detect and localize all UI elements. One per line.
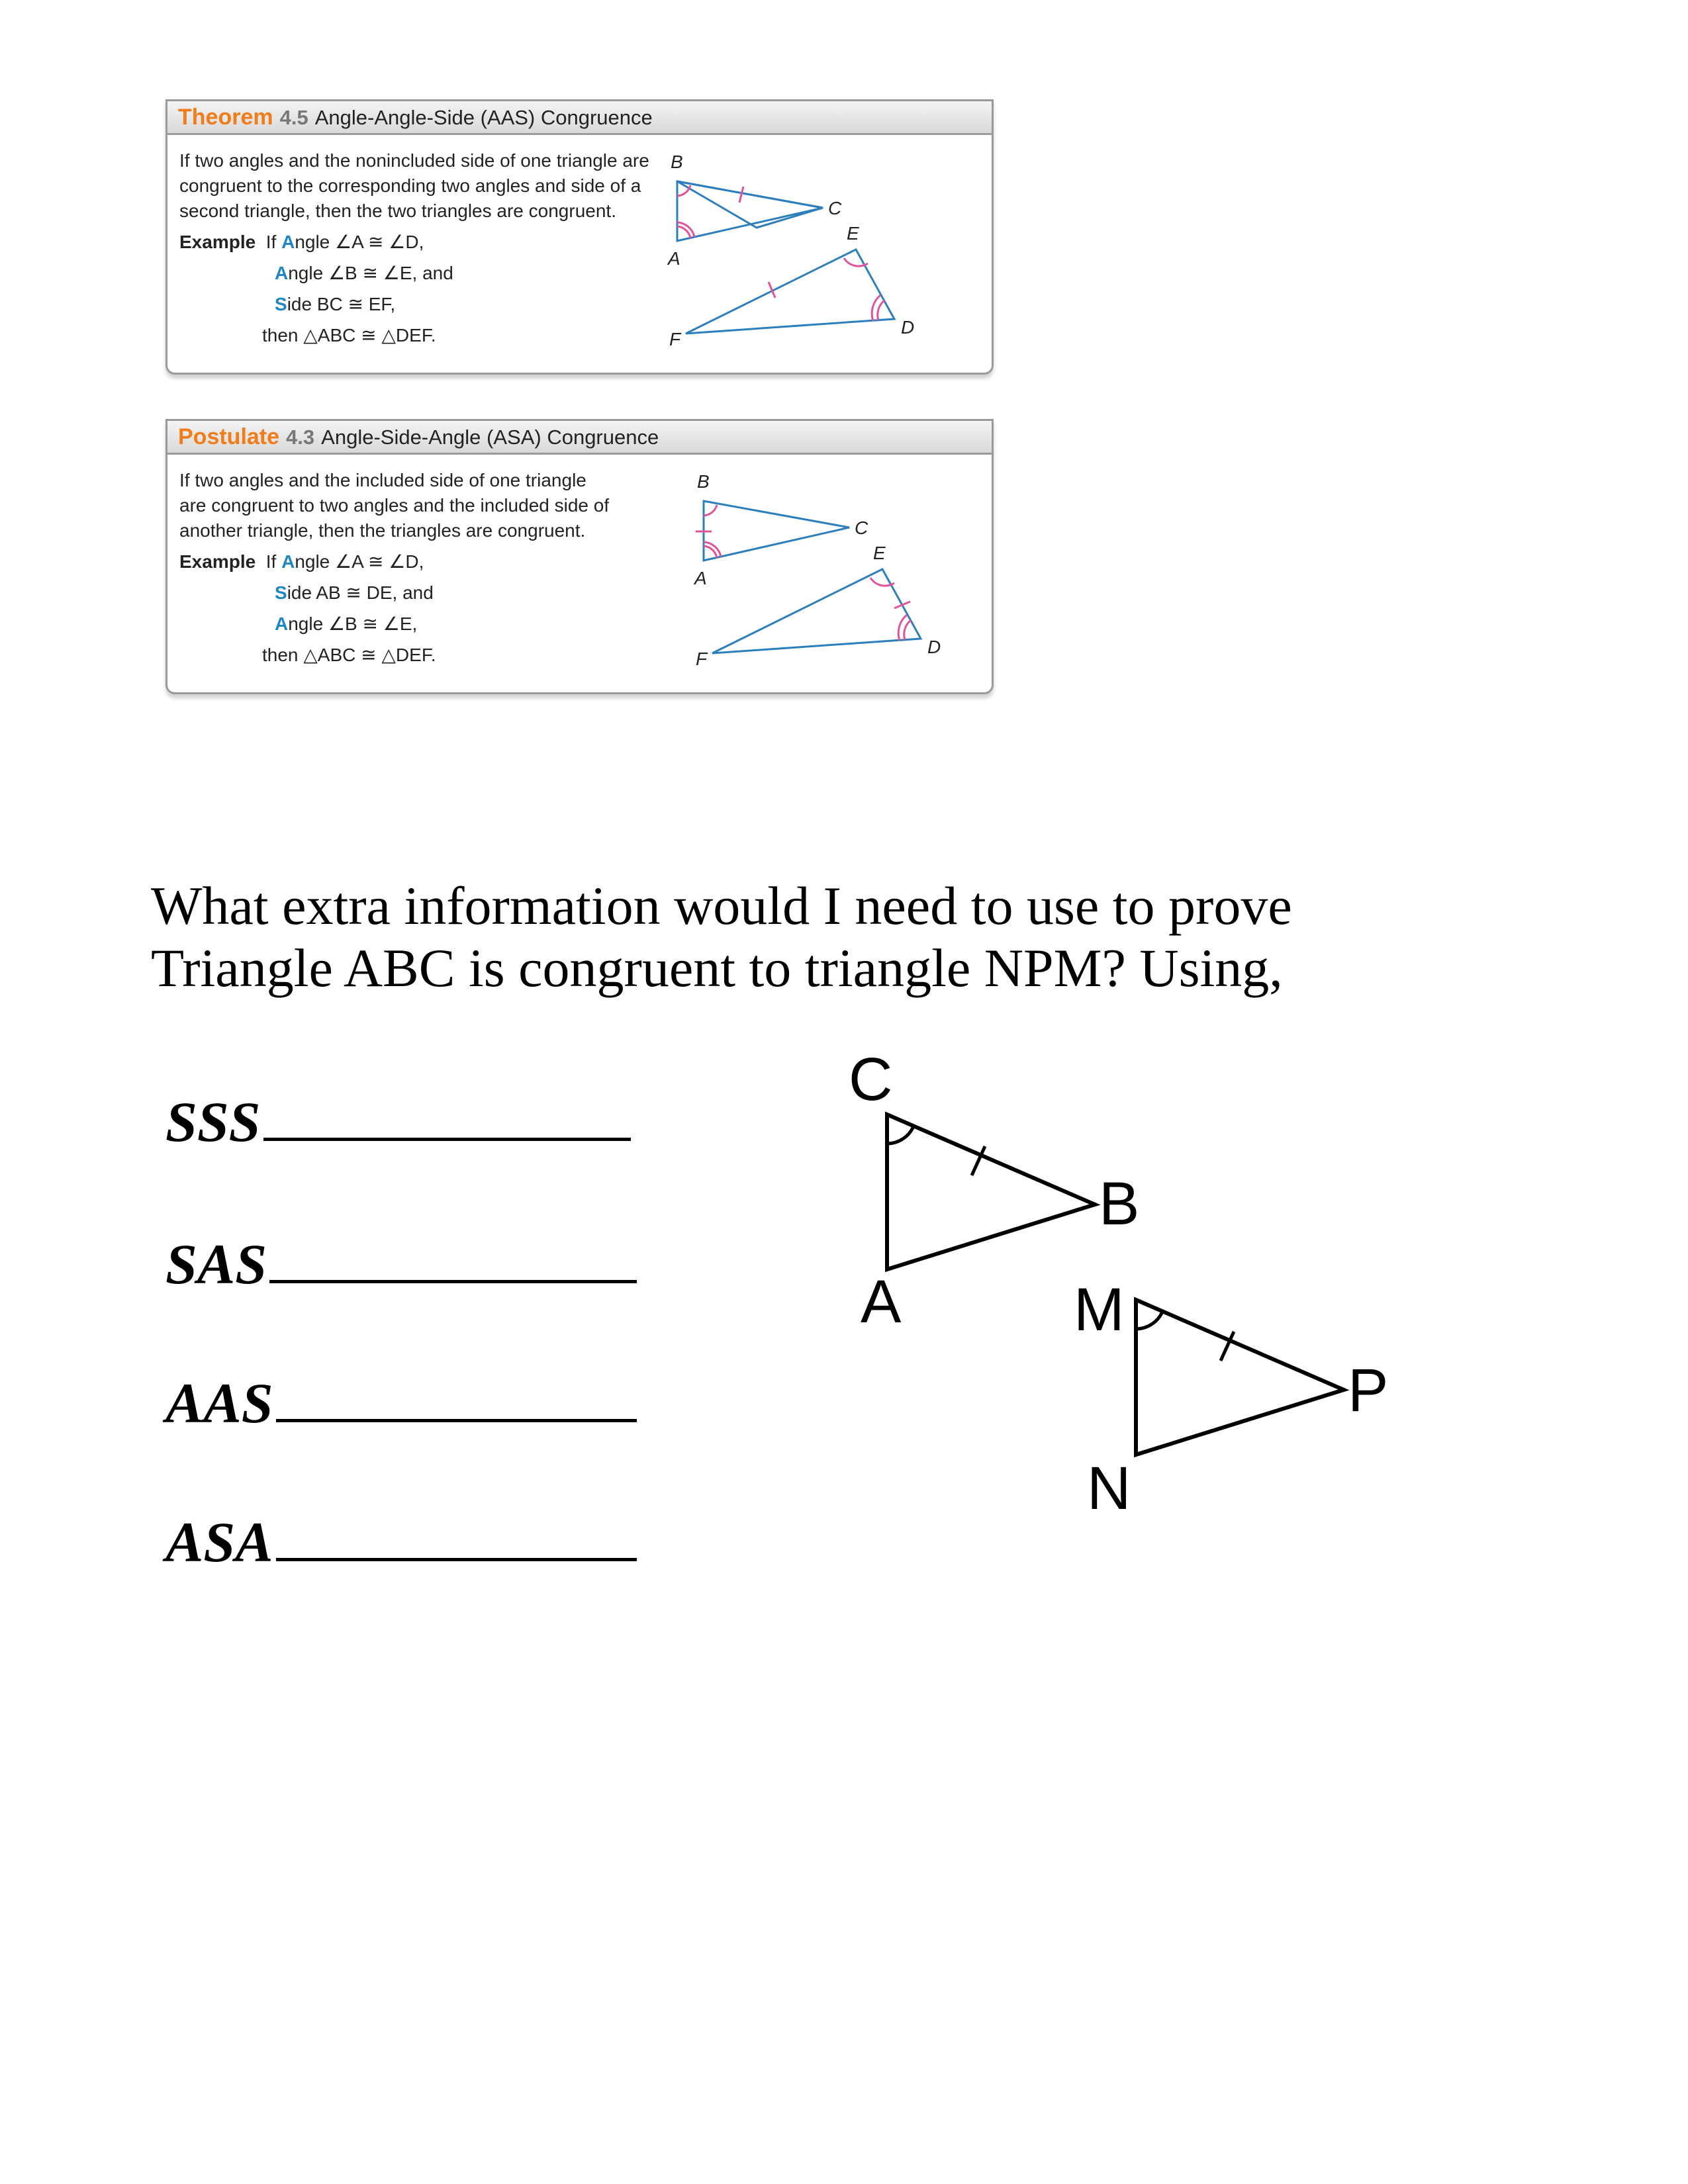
answer-blank-aas[interactable] (165, 1370, 637, 1436)
label-a: A (668, 248, 680, 269)
blank-line[interactable] (269, 1280, 637, 1283)
label-m: M (1074, 1276, 1125, 1343)
answer-blank-sas[interactable] (165, 1231, 637, 1297)
question-line-1: What extra information would I need to use to prove (151, 876, 1292, 936)
theorem-figure (657, 142, 962, 367)
triangle-def (712, 569, 921, 653)
postulate-example-line-1 (179, 546, 436, 577)
theorem-number: 4.5 (279, 106, 308, 129)
postulate-figure (684, 461, 988, 686)
example-prefix: If (265, 232, 282, 252)
question-line-2: Triangle ABC is congruent to triangle NPM? Using, (151, 938, 1283, 998)
label-d: D (901, 317, 915, 338)
example-letter: A (275, 263, 289, 283)
label-p: P (1348, 1357, 1389, 1424)
question (151, 875, 1292, 999)
theorem-statement-line: second triangle, then the two triangles are congruent. (179, 201, 616, 221)
label-c: C (828, 198, 842, 218)
label-a: A (861, 1268, 902, 1336)
postulate-statement-line: If two angles and the included side of one triangle (179, 470, 586, 490)
answer-blank-sss[interactable] (165, 1089, 631, 1155)
postulate-statement-line: another triangle, then the triangles are congruent. (179, 520, 586, 541)
postulate-box (165, 419, 994, 694)
postulate-example-then: then △ABC ≅ △DEF. (262, 645, 436, 665)
triangle-abc (677, 181, 823, 241)
angle-arc (704, 505, 717, 516)
postulate-number: 4.3 (286, 426, 315, 449)
postulate-statement (179, 468, 609, 543)
angle-arc (870, 578, 894, 586)
label-b: B (671, 152, 683, 172)
theorem-example-line-2 (179, 257, 453, 289)
blank-label: SAS (165, 1232, 267, 1296)
angle-arc (887, 1126, 914, 1144)
blank-line[interactable] (263, 1138, 631, 1141)
postulate-example-line-2 (179, 577, 436, 608)
theorem-statement (179, 148, 649, 224)
theorem-name: Angle-Angle-Side (AAS) Congruence (314, 106, 653, 129)
example-letter: S (275, 294, 287, 314)
label-b: B (697, 471, 710, 492)
theorem-box (165, 99, 994, 375)
blank-label: ASA (165, 1510, 273, 1574)
example-letter: A (275, 614, 289, 634)
label-n: N (1087, 1455, 1131, 1522)
example-rest: ngle ∠A ≅ ∠D, (295, 232, 424, 252)
triangle-def (686, 250, 894, 334)
tick-mark (739, 187, 743, 203)
example-label: Example (179, 551, 256, 572)
label-a: A (694, 568, 707, 588)
theorem-example (179, 226, 453, 351)
theorem-example-then: then △ABC ≅ △DEF. (262, 325, 436, 345)
postulate-statement-line: are congruent to two angles and the included side of (179, 495, 610, 516)
angle-arc (878, 300, 884, 320)
theorem-title-bar (167, 101, 992, 135)
label-c: C (849, 1046, 893, 1113)
angle-arc (1136, 1312, 1162, 1329)
theorem-example-line-3 (179, 289, 453, 320)
theorem-kind: Theorem (178, 105, 273, 130)
tick-mark (894, 602, 910, 608)
example-rest: ngle ∠A ≅ ∠D, (295, 551, 424, 572)
label-e: E (847, 223, 859, 244)
postulate-example-line-3 (179, 608, 436, 639)
example-label: Example (179, 232, 256, 252)
blank-label: SSS (165, 1090, 261, 1154)
label-e: E (873, 543, 886, 563)
answer-blank-asa[interactable] (165, 1509, 637, 1575)
postulate-example (179, 546, 436, 670)
example-rest: ide AB ≅ DE, and (287, 582, 434, 603)
blank-label: AAS (165, 1371, 273, 1435)
label-d: D (927, 637, 941, 657)
theorem-example-line-1 (179, 226, 453, 257)
label-b: B (1099, 1170, 1140, 1238)
example-rest: ngle ∠B ≅ ∠E, (288, 614, 418, 634)
label-f: F (669, 329, 681, 349)
postulate-title-bar (167, 421, 992, 455)
example-letter: A (281, 551, 295, 572)
triangle-abc (704, 501, 849, 561)
blank-line[interactable] (276, 1558, 637, 1561)
blank-line[interactable] (276, 1419, 637, 1422)
example-letter: S (275, 582, 287, 603)
example-rest: ngle ∠B ≅ ∠E, and (288, 263, 453, 283)
theorem-statement-line: congruent to the corresponding two angles and side of a (179, 175, 641, 196)
label-c: C (855, 518, 868, 538)
example-prefix: If (265, 551, 282, 572)
angle-arc (844, 258, 868, 266)
example-rest: ide BC ≅ EF, (287, 294, 396, 314)
theorem-statement-line: If two angles and the nonincluded side of one triangle are (179, 150, 649, 171)
example-letter: A (281, 232, 295, 252)
postulate-kind: Postulate (178, 424, 280, 449)
postulate-name: Angle-Side-Angle (ASA) Congruence (321, 426, 659, 449)
triangle-mnp (1136, 1300, 1344, 1455)
triangle-abc (887, 1115, 1095, 1269)
triangles-figure (827, 1032, 1450, 1522)
label-f: F (696, 649, 708, 669)
angle-arc (904, 620, 911, 640)
